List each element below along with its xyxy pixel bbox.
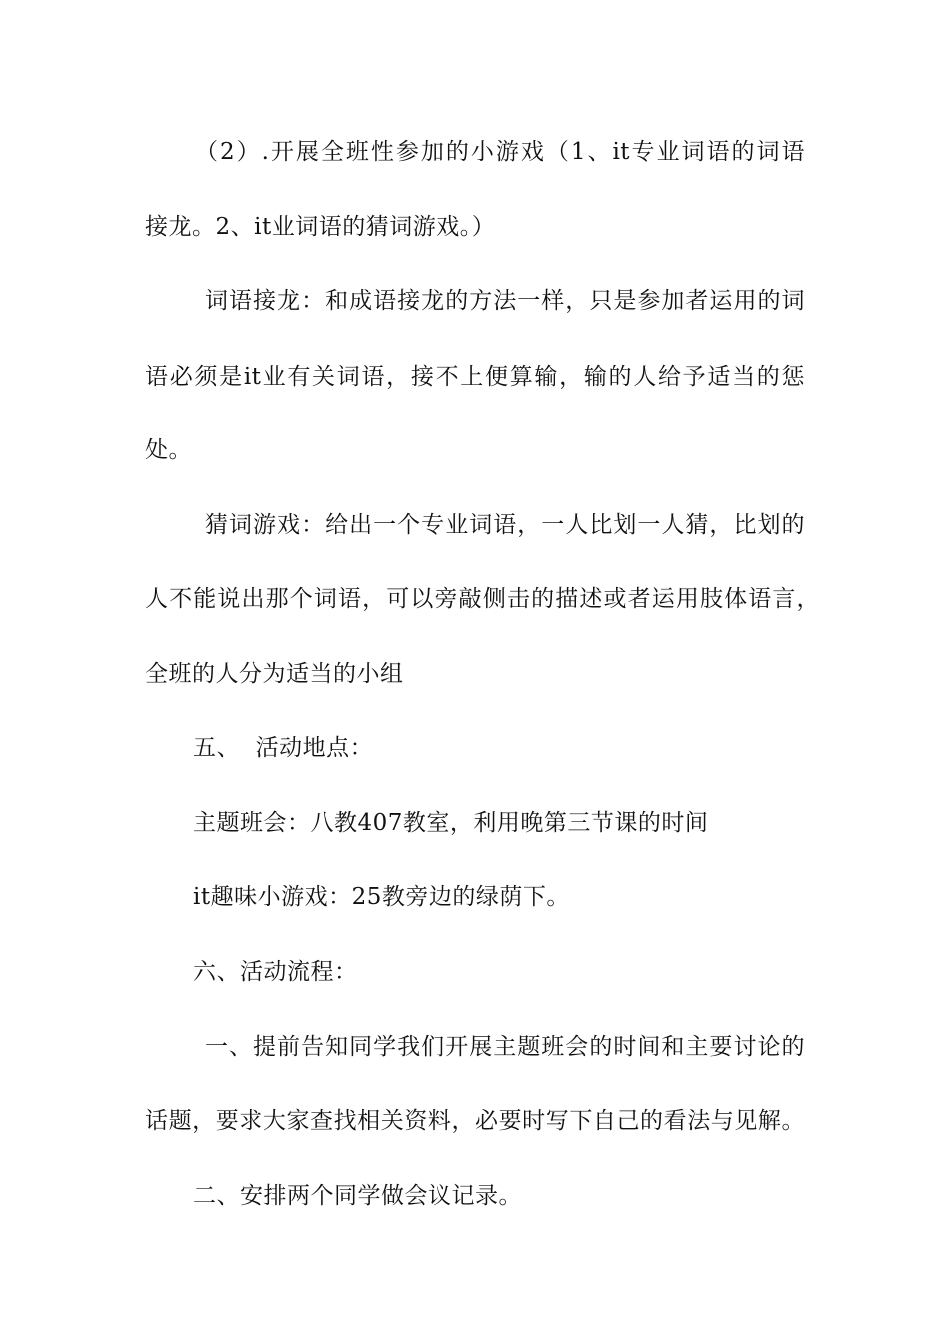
- section-heading: 六、活动流程：: [193, 959, 358, 985]
- text-line: it趣味小游戏：25教旁边的绿荫下。: [193, 884, 570, 910]
- text-line: 话题，要求大家查找相关资料，必要时写下自己的看法与见解。: [145, 1108, 805, 1134]
- text-line: 词语接龙：和成语接龙的方法一样，只是参加者运用的词: [205, 288, 805, 314]
- text-line: 全班的人分为适当的小组: [145, 661, 404, 687]
- section-heading: 五、 活动地点：: [193, 735, 374, 761]
- text-line: 接龙。2、it业词语的猜词游戏。）: [145, 214, 496, 240]
- text-line: 人不能说出那个词语，可以旁敲侧击的描述或者运用肢体语言，: [145, 586, 820, 612]
- text-line: 二、安排两个同学做会议记录。: [193, 1183, 522, 1209]
- text-line: 处。: [145, 437, 192, 463]
- text-line: 主题班会：八教407教室，利用晚第三节课的时间: [193, 810, 709, 836]
- text-line: （2）.开展全班性参加的小游戏（1、it专业词语的词语: [195, 139, 805, 165]
- text-line: 语必须是it业有关词语，接不上便算输，输的人给予适当的惩: [145, 364, 805, 390]
- text-line: 一、提前告知同学我们开展主题班会的时间和主要讨论的: [205, 1034, 805, 1060]
- text-line: 猜词游戏：给出一个专业词语，一人比划一人猜，比划的: [205, 512, 805, 538]
